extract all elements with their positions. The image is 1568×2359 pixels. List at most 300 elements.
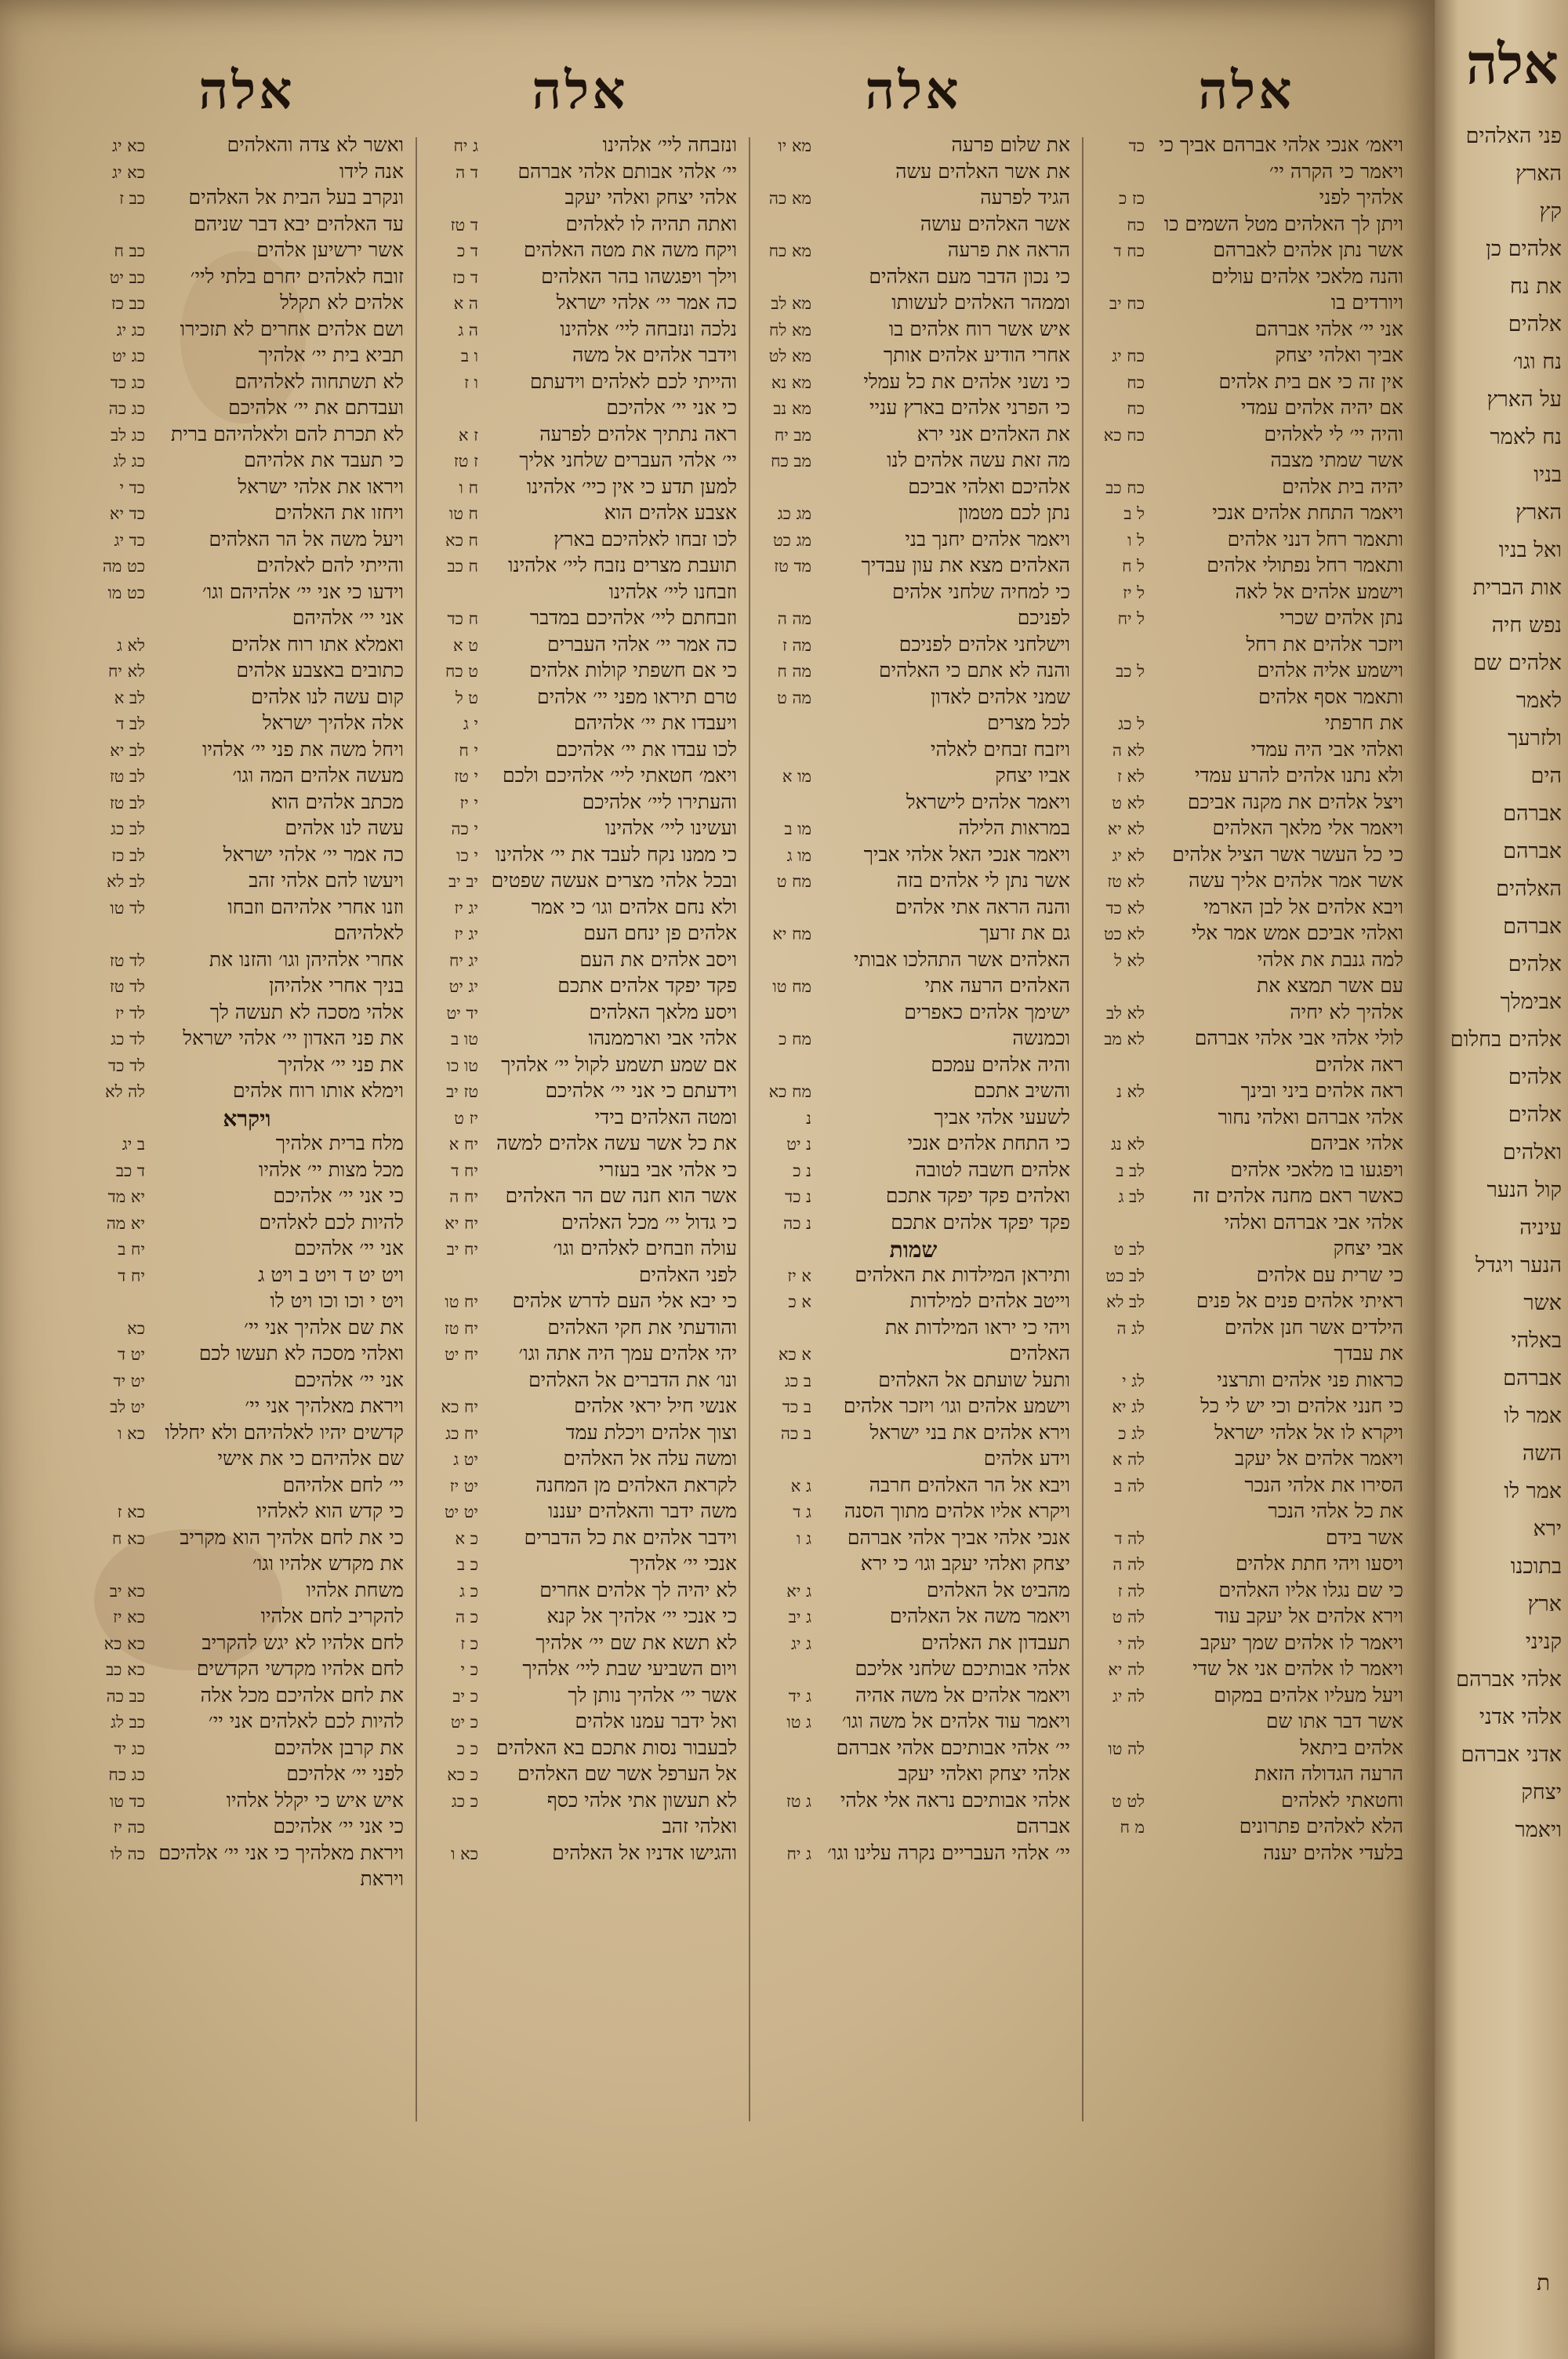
entry-text: ולא נחם אלהים וגו׳ כי אמר	[531, 895, 737, 918]
entry-text: כי גדול יי׳ מכל האלהים	[561, 1210, 737, 1234]
entry-text: אלהים לא תקלל	[280, 291, 404, 314]
concordance-entry	[90, 528, 404, 554]
concordance-entry	[1090, 133, 1403, 160]
entry-text: בלעדי אלהים יענה	[1263, 1841, 1403, 1864]
verse-reference: טו ב	[451, 1030, 478, 1049]
verse-reference: יח טו	[445, 1292, 478, 1311]
adjacent-page-line: אברהם	[1503, 839, 1562, 863]
concordance-entry	[757, 1579, 1070, 1605]
entry-text: להקריב לחם אלהיו	[260, 1605, 404, 1627]
concordance-entry	[1090, 606, 1403, 633]
entry-text: את שם אלהיך אני יי׳	[244, 1315, 404, 1339]
concordance-entry	[1090, 1211, 1403, 1238]
concordance-entry	[423, 974, 737, 1001]
entry-text: ובכל אלהי מצרים אעשה שפטים	[491, 869, 737, 892]
entry-text: אחרי הודיע אלהים אותך	[883, 343, 1070, 366]
entry-text: ויאמר משה אל האלהים	[889, 1605, 1070, 1627]
verse-reference: לד כג	[111, 1030, 145, 1049]
entry-text: ואלהי אבי היה עמדי	[1250, 737, 1403, 761]
verse-reference: נ יט	[786, 1135, 811, 1154]
adjacent-page-line: ירא	[1533, 1517, 1562, 1541]
verse-reference: ג יא	[786, 1581, 811, 1601]
concordance-entry	[423, 1079, 737, 1106]
concordance-entry	[1090, 318, 1403, 344]
verse-reference: כח ד	[1113, 242, 1145, 260]
concordance-entry	[90, 1815, 404, 1841]
concordance-entry	[90, 1631, 404, 1658]
entry-text: והיה אלהים עמכם	[931, 1052, 1070, 1076]
entry-text: ויהי כי יראו המילדות את	[884, 1315, 1070, 1339]
concordance-entry	[1090, 1079, 1403, 1106]
concordance-entry	[423, 1211, 737, 1238]
entry-text: וישמע אלהים וגו׳ ויזכר אלהים	[843, 1394, 1070, 1417]
concordance-entry	[423, 1815, 737, 1841]
concordance-entry	[757, 1474, 1070, 1500]
verse-reference: כד יא	[109, 504, 145, 523]
adjacent-page-line: אלהים כן	[1486, 237, 1562, 261]
verse-reference: כא ו	[451, 1844, 478, 1863]
verse-reference: לא ג	[116, 635, 145, 655]
adjacent-page-line: נח וגו׳	[1512, 350, 1562, 374]
concordance-entry	[423, 1289, 737, 1316]
adjacent-page-line: אברהם	[1503, 801, 1562, 826]
concordance-entry	[90, 1841, 404, 1868]
adjacent-page-line: ארץ	[1527, 1592, 1562, 1616]
entry-text: כי שם נגלו אליו האלהים	[1218, 1578, 1403, 1601]
concordance-entry	[423, 1631, 737, 1658]
entry-text: הרעה הגדולה הזאת	[1254, 1762, 1403, 1785]
concordance-entry	[423, 449, 737, 475]
concordance-entry	[90, 1657, 404, 1684]
concordance-entry	[423, 1027, 737, 1053]
concordance-entry	[90, 974, 404, 1001]
concordance-entry	[757, 764, 1070, 791]
verse-reference: לא יח	[107, 662, 145, 681]
adjacent-page-line: יצחק	[1521, 1780, 1562, 1805]
concordance-entry	[757, 213, 1070, 239]
concordance-entry	[90, 1079, 404, 1106]
verse-reference: מח כא	[768, 1082, 811, 1101]
verse-reference: י כו	[456, 845, 478, 865]
entry-text: תעבדון את האלהים	[921, 1630, 1070, 1654]
entry-text: נלכה ונזבחה ליי׳ אלהינו	[560, 317, 737, 340]
verse-reference: כא	[127, 1318, 145, 1338]
verse-reference: ב יג	[122, 1135, 145, 1154]
verse-reference: לד יז	[115, 1003, 145, 1023]
concordance-entry	[423, 606, 737, 633]
verse-reference: ג ו	[797, 1528, 811, 1548]
concordance-entry	[757, 606, 1070, 633]
entry-text: יי׳ אלהי אבותיכם אלהי אברהם	[836, 1736, 1070, 1759]
verse-reference: יט לב	[110, 1398, 145, 1416]
concordance-entry	[1090, 1342, 1403, 1369]
verse-reference: יט יט	[444, 1503, 478, 1521]
concordance-entry	[1090, 816, 1403, 843]
folio-mark: ת	[1537, 2270, 1551, 2295]
entry-text: ונקרב בעל הבית אל האלהים	[188, 186, 404, 209]
verse-reference: כב יט	[109, 267, 145, 287]
concordance-entry	[90, 1001, 404, 1027]
concordance-entry	[757, 659, 1070, 685]
concordance-entry	[1090, 685, 1403, 712]
concordance-entry	[90, 265, 404, 292]
verse-reference: כ כג	[451, 1791, 478, 1811]
entry-text: זובח לאלהים יחרם בלתי ליי׳	[190, 264, 404, 288]
adjacent-page-line: נח לאמר	[1490, 425, 1562, 449]
entry-text: ויעל מעליו אלהים במקום	[1214, 1683, 1403, 1707]
concordance-entry	[1090, 764, 1403, 791]
verse-reference: ח ו	[459, 478, 478, 497]
entry-text: יהיה בית אלהים	[1282, 474, 1403, 498]
verse-reference: לה א	[1112, 1450, 1145, 1469]
verse-reference: ב כה	[780, 1423, 811, 1443]
entry-text: את שלום פרעה	[951, 133, 1070, 156]
verse-reference: ד כ	[456, 242, 478, 260]
entry-text: וירא אלהים אל יעקב עוד	[1214, 1605, 1403, 1627]
verse-reference: כ כא	[447, 1765, 478, 1784]
concordance-entry	[757, 160, 1070, 187]
verse-reference: לא מב	[1104, 1030, 1145, 1049]
verse-reference: כח	[1127, 215, 1145, 234]
verse-reference: כג יג	[116, 320, 145, 340]
entry-text: אשר אמר אלהים אליך עשה	[1189, 869, 1403, 892]
verse-reference: ג טז	[786, 1791, 811, 1811]
concordance-entry	[90, 186, 404, 213]
entry-text: את כל אשר עשה אלהים למשה	[496, 1132, 737, 1154]
concordance-entry	[1090, 1579, 1403, 1605]
entry-text: ותעל שועתם אל האלהים	[878, 1368, 1070, 1391]
verse-reference: ל ח	[1122, 557, 1145, 576]
concordance-entry	[423, 1657, 737, 1684]
entry-text: אלהי אביהם	[1309, 1132, 1403, 1154]
concordance-entry	[1090, 370, 1403, 397]
entry-text: מכל מצות יי׳ אלהיו	[258, 1158, 404, 1181]
entry-text: אשר דבר אתו שם	[1265, 1710, 1403, 1732]
entry-text: ויאמר אנכי האל אלהי אביך	[863, 842, 1070, 866]
verse-reference: ג ד	[793, 1503, 811, 1521]
entry-text: אביו יצחק	[995, 764, 1070, 787]
concordance-entry	[423, 1237, 737, 1263]
adjacent-page-line: הים	[1530, 764, 1562, 788]
verse-reference: נ	[806, 1108, 811, 1128]
entry-text: אשר נתן אלהים לאברהם	[1213, 238, 1403, 261]
entry-text: וצוך אלהים ויכלת עמד	[565, 1420, 737, 1444]
concordance-entry	[90, 1027, 404, 1053]
concordance-entry	[1090, 1499, 1403, 1526]
concordance-entry	[1090, 265, 1403, 292]
column-header: אלה	[532, 60, 629, 121]
verse-reference: כב כז	[111, 294, 145, 313]
verse-reference: כה יז	[113, 1818, 145, 1837]
concordance-entry	[423, 291, 737, 318]
entry-text: ואמלא אתו רוח אלהים	[230, 632, 404, 656]
entry-text: ויעל משה אל הר האלהים	[209, 527, 404, 551]
entry-text: ויאמר התחת אלהים אנכי	[1212, 501, 1403, 524]
entry-text: להיות לכם לאלהים	[259, 1210, 404, 1234]
verse-reference: יד יט	[446, 1003, 478, 1023]
verse-reference: לא ז	[1117, 767, 1145, 786]
concordance-entry	[1090, 238, 1403, 265]
concordance-entry	[90, 1736, 404, 1763]
concordance-entry	[757, 816, 1070, 843]
concordance-entry	[1090, 1605, 1403, 1631]
verse-reference: יח כא	[441, 1398, 478, 1416]
concordance-entry	[423, 1342, 737, 1369]
concordance-entry	[90, 1474, 404, 1500]
verse-reference: ז טז	[453, 452, 478, 471]
concordance-entry	[1090, 396, 1403, 423]
adjacent-page-line: הנער ויגדל	[1475, 1253, 1562, 1278]
verse-reference: ה ג	[458, 320, 478, 340]
adjacent-page-line: אברהם	[1503, 1366, 1562, 1390]
entry-text: כי ממנו נקח לעבד את יי׳ אלהינו	[495, 842, 737, 866]
entry-text: כי כל העשר אשר הציל אלהים	[1172, 842, 1403, 866]
entry-text: כי הפרני אלהים בארץ עניי	[869, 396, 1070, 419]
concordance-entry	[757, 1841, 1070, 1868]
verse-reference: כג לב	[111, 425, 145, 445]
verse-reference: טו כו	[446, 1056, 478, 1075]
concordance-entry	[423, 580, 737, 607]
entry-text: והשיב אתכם	[973, 1079, 1070, 1102]
entry-text: איש איש כי יקלל אלהיו	[226, 1788, 404, 1812]
concordance-entry	[1090, 1158, 1403, 1185]
concordance-entry	[757, 1421, 1070, 1448]
verse-reference: ג יב	[788, 1608, 811, 1627]
entry-text: אין זה כי אם בית אלהים	[1218, 369, 1403, 393]
concordance-entry	[90, 238, 404, 265]
entry-text: אני יי׳ אלהיהם	[292, 606, 404, 629]
entry-text: משה ידבר והאלהים יעננו	[547, 1499, 737, 1522]
concordance-entry	[423, 1053, 737, 1080]
verse-reference: לה יא	[1108, 1660, 1145, 1679]
verse-reference: יב יב	[448, 872, 478, 891]
entry-text: ויקח משה את מטה האלהים	[524, 238, 737, 261]
concordance-entry	[1090, 1001, 1403, 1027]
adjacent-page-line: קניני	[1525, 1630, 1562, 1654]
entry-text: ומשה עלה אל האלהים	[563, 1447, 737, 1470]
entry-text: וידע אלהים	[983, 1447, 1070, 1470]
verse-reference: מב יח	[774, 425, 811, 445]
concordance-entry	[757, 1710, 1070, 1736]
concordance-entry	[90, 1789, 404, 1816]
entry-text: וידבר אלהים את כל הדברים	[524, 1525, 737, 1549]
concordance-entry	[757, 1316, 1070, 1343]
entry-text: אבי יצחק	[1333, 1237, 1403, 1259]
verse-reference: לה ז	[1117, 1581, 1145, 1601]
entry-text: ויקרא לו אל אלהי ישראל	[1214, 1420, 1403, 1444]
entry-text: את מקדש אלהיו וגו׳	[252, 1552, 404, 1575]
verse-reference: לה יג	[1112, 1686, 1145, 1706]
verse-reference: יח ב	[118, 1240, 145, 1259]
concordance-entry	[1090, 843, 1403, 870]
entry-text: והנה מלאכי אלהים עולים	[1210, 264, 1403, 288]
verse-reference: כא ח	[112, 1528, 145, 1548]
entry-text: להיות לכם לאלהים אני יי׳	[208, 1710, 404, 1732]
entry-text: אשר בידם	[1325, 1525, 1403, 1549]
entry-text: קדשים יהיו לאלהיהם ולא יחללו	[165, 1420, 404, 1444]
concordance-entry	[423, 186, 737, 213]
concordance-entry	[423, 213, 737, 239]
concordance-entry	[757, 1369, 1070, 1395]
verse-reference: מג כט	[772, 530, 811, 550]
entry-text: את קרבן אלהיכם	[274, 1736, 404, 1759]
entry-text: מלח ברית אלהיך	[275, 1132, 404, 1154]
entry-text: עולה וזבחים לאלהים וגו׳	[553, 1237, 737, 1259]
concordance-entry	[423, 1526, 737, 1553]
entry-text: ואל ידבר עמנו אלהים	[575, 1710, 737, 1732]
entry-text: האלהים מצא את עון עבדיך	[861, 554, 1070, 576]
entry-text: אשר האלהים עושה	[920, 212, 1070, 235]
verse-reference: יג יט	[448, 977, 478, 996]
entry-text: האלהים אשר התהלכו אבותי	[853, 947, 1070, 971]
entry-text: כי נכון הדבר מעם האלהים	[869, 264, 1070, 288]
concordance-entry	[90, 370, 404, 397]
entry-text: עשה לנו אלהים	[285, 816, 404, 839]
concordance-entry	[1090, 1789, 1403, 1816]
concordance-entry	[1090, 896, 1403, 922]
entry-text: ויט י וכו וכו ויט לו	[270, 1289, 404, 1312]
concordance-entry	[757, 948, 1070, 975]
verse-reference: מא נב	[773, 399, 811, 418]
verse-reference: ד ה	[456, 162, 478, 182]
entry-text: יי׳ אלהי אבותם אלהי אברהם	[517, 159, 737, 183]
entry-text: וישמע אלהים אל לאה	[1235, 580, 1403, 603]
verse-reference: כא יז	[113, 1608, 145, 1627]
concordance-entry	[757, 1762, 1070, 1789]
concordance-entry	[423, 791, 737, 817]
concordance-entry	[1090, 501, 1403, 528]
entry-text: ואשר לא צדה והאלהים	[227, 133, 404, 156]
verse-reference: מה ה	[777, 609, 811, 628]
entry-text: לפני האלהים	[638, 1263, 737, 1286]
verse-reference: לא כד	[1105, 898, 1145, 918]
entry-text: הגיד לפרעה	[980, 186, 1070, 209]
entry-text: הסירו את אלהי הנכר	[1244, 1473, 1403, 1496]
entry-text: ואלהי זהב	[662, 1815, 737, 1837]
concordance-column-2	[757, 47, 1070, 1867]
entry-text: כה אמר יי׳ אלהי ישראל	[223, 842, 404, 866]
entry-text: פקד יפקד אלהים אתכם	[557, 974, 737, 997]
entry-text: ויחל משה את פני יי׳ אלהיו	[201, 737, 404, 761]
verse-reference: לב ט	[1113, 1240, 1145, 1259]
concordance-entry	[757, 554, 1070, 580]
concordance-entry	[90, 396, 404, 423]
entry-text: לא תעשון אתי אלהי כסף	[546, 1788, 737, 1812]
concordance-entry	[423, 343, 737, 370]
book-section-heading: ויקרא	[223, 1105, 271, 1132]
entry-text: כי אני יי׳ אלהיכם	[606, 396, 737, 419]
adjacent-page-line: בניו	[1534, 463, 1562, 487]
verse-reference: מא לח	[769, 320, 811, 340]
column-rule	[749, 137, 750, 2121]
verse-reference: לב לא	[106, 872, 145, 891]
adjacent-page-line: האלהים	[1496, 877, 1562, 901]
verse-reference: יז ט	[454, 1108, 478, 1128]
verse-reference: לא ל	[1114, 951, 1145, 970]
entry-text: ויסב אלהים את העם	[579, 947, 737, 971]
adjacent-page-line: אלהים	[1508, 952, 1562, 976]
entry-text: האלהים הרעה אתי	[924, 974, 1070, 997]
concordance-entry	[423, 475, 737, 502]
concordance-column-1	[1090, 47, 1403, 1867]
verse-reference: כח כא	[1103, 425, 1145, 445]
adjacent-page-line: פני האלהים	[1465, 124, 1562, 148]
concordance-entry	[90, 1762, 404, 1789]
adjacent-page-line: אברהם	[1503, 914, 1562, 939]
verse-reference: ל כב	[1116, 662, 1145, 681]
verse-reference: לב ד	[116, 714, 145, 733]
verse-reference: ל ב	[1123, 504, 1145, 523]
entry-text: וחטאתי לאלהים	[1281, 1788, 1403, 1812]
entry-text: האלהים	[1009, 1342, 1070, 1365]
entry-text: ותאמר אסף אלהים	[1258, 685, 1403, 708]
column-header: אלה	[1198, 60, 1295, 121]
entry-text: ראה אלהים	[1315, 1052, 1403, 1076]
entry-text: וידעתם כי אני יי׳ אלהיכם	[545, 1079, 737, 1102]
entry-text: אנכי יי׳ אלהיך	[630, 1552, 737, 1575]
entry-text: אחרי אלהיהן וגו׳ והזנו את	[209, 947, 404, 971]
verse-reference: כז כ	[1118, 189, 1145, 208]
concordance-entry	[423, 659, 737, 685]
verse-reference: מו ב	[784, 820, 811, 838]
verse-reference: כח כב	[1105, 478, 1145, 497]
entry-text: ויעבדו את יי׳ אלהיהם	[573, 711, 737, 734]
verse-reference: יא מד	[107, 1187, 145, 1206]
concordance-entry	[1090, 1421, 1403, 1448]
concordance-entry	[757, 370, 1070, 397]
concordance-entry	[423, 1001, 737, 1027]
concordance-entry	[757, 186, 1070, 213]
concordance-entry	[757, 396, 1070, 423]
concordance-entry	[423, 1421, 737, 1448]
entry-text: בניך אחרי אלהיהן	[269, 974, 404, 997]
entry-text: ויצל אלהים את מקנה אביכם	[1187, 790, 1403, 813]
entry-text: וממהר האלהים לעשותו	[891, 291, 1070, 314]
entry-text: שם אלהיהם כי את אישי	[217, 1447, 404, 1470]
verse-reference: ט כח	[445, 662, 478, 681]
entry-text: אביך ואלהי יצחק	[1275, 343, 1403, 366]
verse-reference: מו א	[782, 767, 811, 786]
concordance-entry	[1090, 791, 1403, 817]
entry-text: לכל מצרים	[987, 711, 1070, 734]
concordance-entry	[423, 1552, 737, 1579]
adjacent-page-line: אלהים בחלום	[1450, 1027, 1562, 1052]
concordance-entry	[90, 738, 404, 765]
entry-text: משחת אלהיו	[306, 1578, 404, 1601]
entry-text: ונו׳ את הדברים אל האלהים	[528, 1368, 737, 1391]
entry-text: וייטב אלהים למילדות	[909, 1289, 1070, 1312]
verse-reference: יח יב	[446, 1240, 478, 1259]
concordance-entry	[757, 1184, 1070, 1211]
concordance-entry	[1090, 423, 1403, 449]
concordance-entry	[1090, 1841, 1403, 1868]
concordance-entry	[423, 1106, 737, 1132]
verse-reference: כט מו	[107, 583, 145, 602]
concordance-entry	[90, 1499, 404, 1526]
entry-text: כי למחיה שלחני אלהים	[892, 580, 1070, 603]
verse-reference: טז יב	[446, 1082, 478, 1101]
concordance-entry	[90, 318, 404, 344]
concordance-entry	[757, 1289, 1070, 1316]
verse-reference: מ ח	[1120, 1818, 1145, 1837]
entry-text: ויאמר לו אלהים שמך יעקב	[1200, 1630, 1403, 1654]
concordance-entry	[423, 1184, 737, 1211]
concordance-entry	[757, 318, 1070, 344]
entry-text: כי תעבד את אלהיהם	[244, 449, 404, 471]
verse-reference: כד	[1128, 136, 1145, 155]
concordance-entry	[757, 1684, 1070, 1710]
verse-reference: ו ז	[464, 373, 478, 392]
